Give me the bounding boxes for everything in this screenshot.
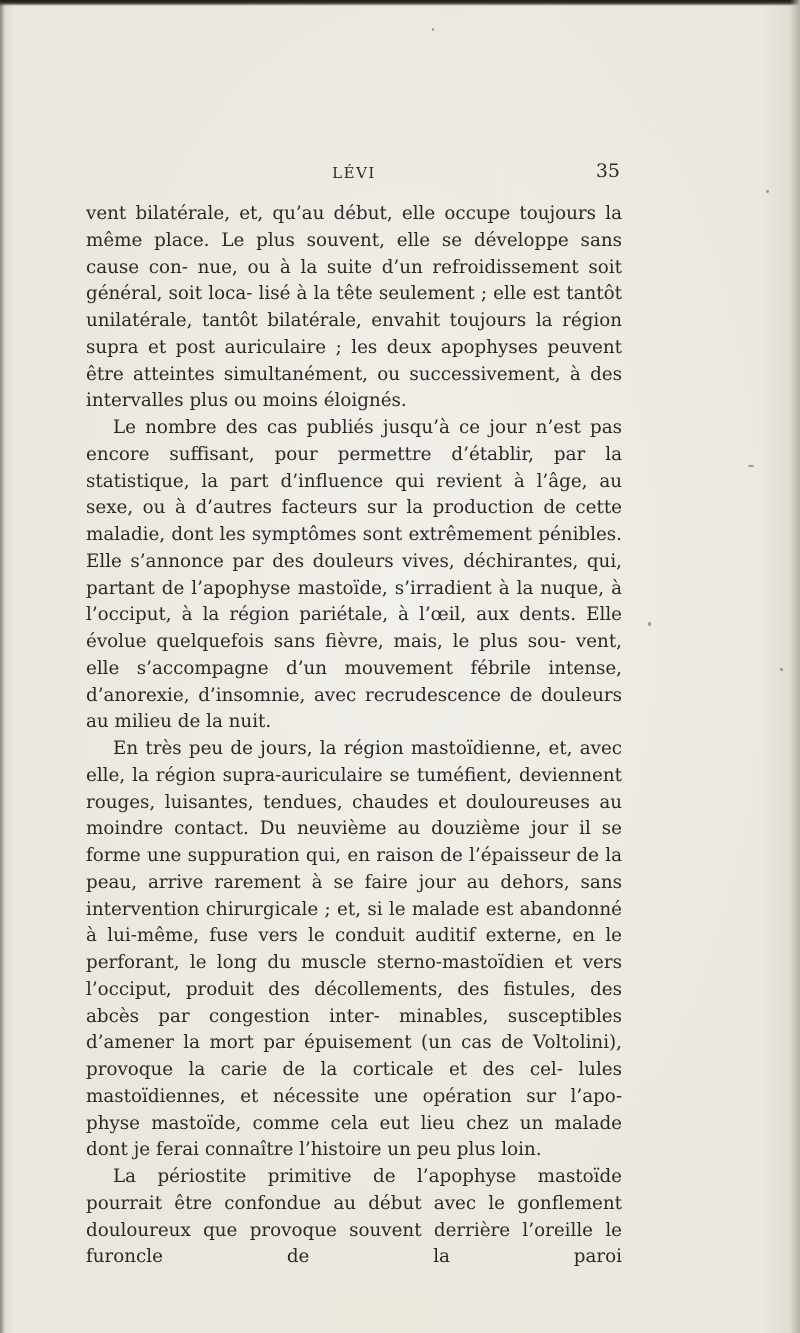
paragraph-diagnosis: La périostite primitive de l’apophyse mastoïde pourrait être confondue au début avec le gonflement douloureux que provoque souvent derrière l’oreille le furoncle de la paroi bbox=[86, 1166, 622, 1268]
page-number: 35 bbox=[595, 160, 620, 182]
paragraph-statistics: Le nombre des cas publiés jusqu’à ce jour n’est pas encore suffisant, pour permettre d’établir, par la statistique, la part d’influence qui revient à l’âge, au sexe, ou à d’autres facteurs sur la production de cette maladie, dont les symptômes sont extrêmement pénibles. Elle s’annonce par des douleurs vives, déchirantes, qui, partant de l’apophyse mastoïde, s’irradient à la nuque, à l’occiput, à la région pariétale, à l’œil, aux dents. Elle évolue quelquefois sans fièvre, mais, le plus sou- vent, elle s’accompagne d’un mouvement fébrile intense, d’anorexie, d’insomnie, avec recrudescence de douleurs au milieu de la nuit. bbox=[86, 417, 622, 733]
paper-speck bbox=[432, 28, 434, 31]
running-head bbox=[86, 160, 622, 188]
page-right-edge bbox=[790, 0, 800, 1333]
paper-speck bbox=[766, 190, 769, 193]
paragraph-progression: En très peu de jours, la région mastoïdienne, et, avec elle, la région supra-auriculaire se tuméfient, deviennent rouges, luisantes, tendues, chaudes et douloureuses au moindre contact. Du neuvième au douzième jour il se forme une suppuration qui, en raison de l’épaisseur de la peau, arrive rarement à se faire jour au dehors, sans intervention chirurgicale ; et, si le malade est abandonné à lui-même, fuse vers le conduit auditif externe, en le perforant, le long du muscle sterno-mastoïdien et vers l’occiput, produit des décollements, des fistules, des abcès par congestion inter- minables, susceptibles d’amener la mort par épuisement (un cas de Voltolini), provoque la carie de la corticale et des cel- lules mastoïdiennes, et nécessite une opération sur l’apo- physe mastoïde, comme cela eut lieu chez un malade dont je ferai connaître l’histoire un peu plus loin. bbox=[86, 738, 622, 1161]
body-text bbox=[86, 201, 622, 1271]
paper-speck bbox=[748, 465, 754, 467]
paper-speck bbox=[780, 668, 783, 671]
paper-speck bbox=[648, 622, 651, 626]
running-title: LÉVI bbox=[332, 164, 376, 182]
paragraph-continuation: vent bilatérale, et, qu’au début, elle occupe toujours la même place. Le plus souvent, elle se développe sans cause con- nue, ou à la suite d’un refroidissement soit général, soit loca- lisé à la tête seulement ; elle est tantôt unilatérale, tantôt bilatérale, envahit toujours la région supra et post auriculaire ; les deux apophyses peuvent être atteintes simultanément, ou successivement, à des intervalles plus ou moins éloignés. bbox=[86, 203, 622, 412]
binding-shadow bbox=[0, 0, 5, 1333]
page-top-edge bbox=[0, 0, 800, 6]
